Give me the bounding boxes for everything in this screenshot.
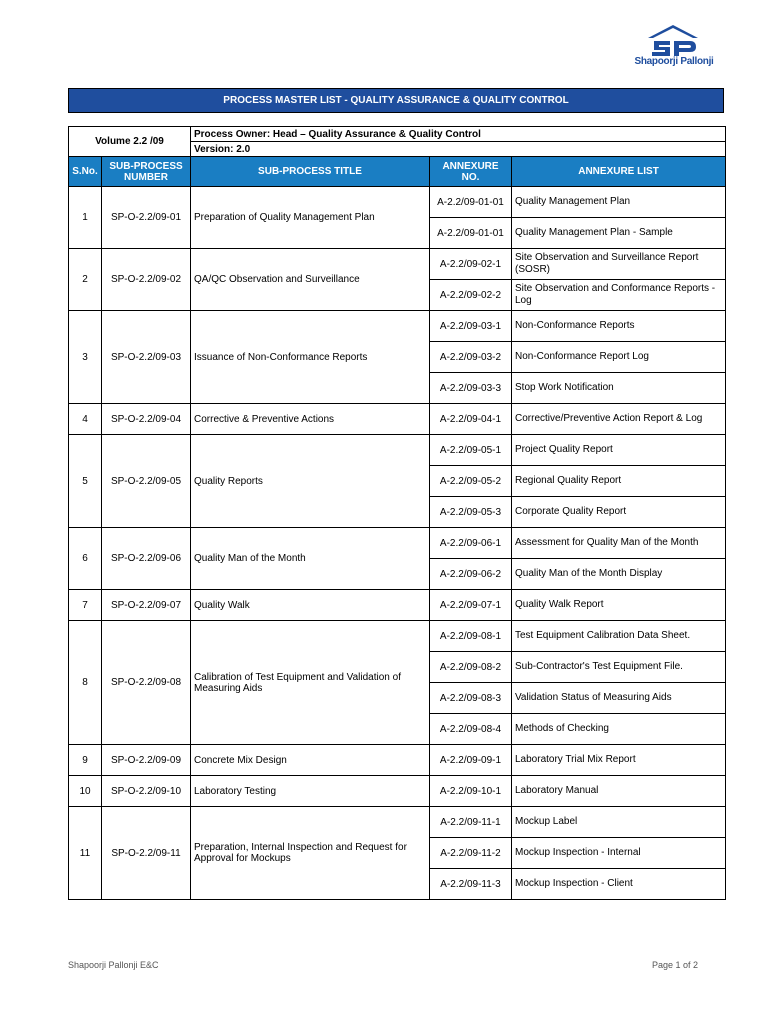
annexure-name: Mockup Inspection - Client xyxy=(512,869,726,900)
header-annexure-no: ANNEXURE NO. xyxy=(430,157,512,187)
company-logo xyxy=(628,24,720,70)
sub-process-title: Quality Man of the Month xyxy=(191,528,430,590)
table-row xyxy=(69,776,726,807)
table-row xyxy=(69,249,726,280)
table-row xyxy=(69,435,726,466)
sub-process-number: SP-O-2.2/09-05 xyxy=(102,435,191,528)
footer-company: Shapoorji Pallonji E&C xyxy=(68,960,159,970)
annexure-number: A-2.2/09-06-1 xyxy=(430,528,512,559)
annexure-name: Quality Management Plan xyxy=(512,187,726,218)
row-sno: 10 xyxy=(69,776,102,807)
annexure-name: Corporate Quality Report xyxy=(512,497,726,528)
annexure-name: Project Quality Report xyxy=(512,435,726,466)
table-row xyxy=(69,745,726,776)
annexure-name: Assessment for Quality Man of the Month xyxy=(512,528,726,559)
annexure-name: Quality Man of the Month Display xyxy=(512,559,726,590)
annexure-name: Stop Work Notification xyxy=(512,373,726,404)
header-annexure-list: ANNEXURE LIST xyxy=(512,157,726,187)
annexure-name: Laboratory Manual xyxy=(512,776,726,807)
annexure-name: Non-Conformance Report Log xyxy=(512,342,726,373)
table-row xyxy=(69,404,726,435)
annexure-number: A-2.2/09-03-3 xyxy=(430,373,512,404)
annexure-name: Methods of Checking xyxy=(512,714,726,745)
table-row xyxy=(69,621,726,652)
row-sno: 1 xyxy=(69,187,102,249)
sub-process-title: Corrective & Preventive Actions xyxy=(191,404,430,435)
sub-process-number: SP-O-2.2/09-11 xyxy=(102,807,191,900)
table-row xyxy=(69,590,726,621)
annexure-number: A-2.2/09-07-1 xyxy=(430,590,512,621)
sub-process-number: SP-O-2.2/09-03 xyxy=(102,311,191,404)
table-row xyxy=(69,187,726,218)
annexure-number: A-2.2/09-03-1 xyxy=(430,311,512,342)
annexure-name: Corrective/Preventive Action Report & Log xyxy=(512,404,726,435)
annexure-name: Validation Status of Measuring Aids xyxy=(512,683,726,714)
row-sno: 9 xyxy=(69,745,102,776)
document-title: PROCESS MASTER LIST - QUALITY ASSURANCE & QUALITY CONTROL xyxy=(68,88,724,113)
annexure-number: A-2.2/09-11-2 xyxy=(430,838,512,869)
row-sno: 6 xyxy=(69,528,102,590)
table-row xyxy=(69,528,726,559)
annexure-number: A-2.2/09-11-1 xyxy=(430,807,512,838)
sub-process-number: SP-O-2.2/09-02 xyxy=(102,249,191,311)
annexure-number: A-2.2/09-03-2 xyxy=(430,342,512,373)
annexure-number: A-2.2/09-02-1 xyxy=(430,249,512,280)
row-sno: 11 xyxy=(69,807,102,900)
annexure-name: Quality Management Plan - Sample xyxy=(512,218,726,249)
sub-process-number: SP-O-2.2/09-01 xyxy=(102,187,191,249)
sub-process-number: SP-O-2.2/09-06 xyxy=(102,528,191,590)
sub-process-number: SP-O-2.2/09-08 xyxy=(102,621,191,745)
annexure-number: A-2.2/09-05-2 xyxy=(430,466,512,497)
version-label: Version: 2.0 xyxy=(191,142,726,157)
annexure-number: A-2.2/09-05-3 xyxy=(430,497,512,528)
logo-brand-text: Shapoorji Pallonji xyxy=(634,56,714,67)
row-sno: 5 xyxy=(69,435,102,528)
row-sno: 3 xyxy=(69,311,102,404)
annexure-name: Non-Conformance Reports xyxy=(512,311,726,342)
row-sno: 4 xyxy=(69,404,102,435)
annexure-name: Sub-Contractor's Test Equipment File. xyxy=(512,652,726,683)
annexure-number: A-2.2/09-01-01 xyxy=(430,187,512,218)
table-row xyxy=(69,311,726,342)
process-owner: Process Owner: Head – Quality Assurance & Quality Control xyxy=(191,127,726,142)
annexure-name: Quality Walk Report xyxy=(512,590,726,621)
table-header-row xyxy=(69,157,726,187)
annexure-number: A-2.2/09-11-3 xyxy=(430,869,512,900)
annexure-number: A-2.2/09-04-1 xyxy=(430,404,512,435)
sub-process-title: Quality Walk xyxy=(191,590,430,621)
header-sub-process-title: SUB-PROCESS TITLE xyxy=(191,157,430,187)
annexure-name: Site Observation and Surveillance Report (SOSR) xyxy=(512,249,726,280)
sub-process-title: Preparation of Quality Management Plan xyxy=(191,187,430,249)
annexure-number: A-2.2/09-08-4 xyxy=(430,714,512,745)
sub-process-title: QA/QC Observation and Surveillance xyxy=(191,249,430,311)
row-sno: 2 xyxy=(69,249,102,311)
annexure-number: A-2.2/09-05-1 xyxy=(430,435,512,466)
row-sno: 8 xyxy=(69,621,102,745)
sub-process-title: Quality Reports xyxy=(191,435,430,528)
annexure-number: A-2.2/09-02-2 xyxy=(430,280,512,311)
header-sno: S.No. xyxy=(69,157,102,187)
sub-process-title: Preparation, Internal Inspection and Request for Approval for Mockups xyxy=(191,807,430,900)
sub-process-title: Issuance of Non-Conformance Reports xyxy=(191,311,430,404)
footer-page-number: Page 1 of 2 xyxy=(652,960,699,970)
annexure-name: Site Observation and Conformance Reports - Log xyxy=(512,280,726,311)
sub-process-title: Calibration of Test Equipment and Validation of Measuring Aids xyxy=(191,621,430,745)
annexure-number: A-2.2/09-09-1 xyxy=(430,745,512,776)
annexure-name: Test Equipment Calibration Data Sheet. xyxy=(512,621,726,652)
annexure-number: A-2.2/09-06-2 xyxy=(430,559,512,590)
annexure-name: Mockup Inspection - Internal xyxy=(512,838,726,869)
annexure-name: Regional Quality Report xyxy=(512,466,726,497)
sp-logo-icon xyxy=(646,24,700,56)
annexure-number: A-2.2/09-10-1 xyxy=(430,776,512,807)
table-row xyxy=(69,807,726,838)
sub-process-number: SP-O-2.2/09-10 xyxy=(102,776,191,807)
sub-process-title: Concrete Mix Design xyxy=(191,745,430,776)
volume-label: Volume 2.2 /09 xyxy=(69,127,191,157)
sub-process-number: SP-O-2.2/09-09 xyxy=(102,745,191,776)
annexure-number: A-2.2/09-08-2 xyxy=(430,652,512,683)
sub-process-title: Laboratory Testing xyxy=(191,776,430,807)
row-sno: 7 xyxy=(69,590,102,621)
annexure-name: Mockup Label xyxy=(512,807,726,838)
annexure-number: A-2.2/09-01-01 xyxy=(430,218,512,249)
sub-process-number: SP-O-2.2/09-04 xyxy=(102,404,191,435)
header-sub-process-number: SUB-PROCESS NUMBER xyxy=(102,157,191,187)
annexure-number: A-2.2/09-08-1 xyxy=(430,621,512,652)
process-master-table xyxy=(68,126,726,900)
sub-process-number: SP-O-2.2/09-07 xyxy=(102,590,191,621)
annexure-name: Laboratory Trial Mix Report xyxy=(512,745,726,776)
annexure-number: A-2.2/09-08-3 xyxy=(430,683,512,714)
